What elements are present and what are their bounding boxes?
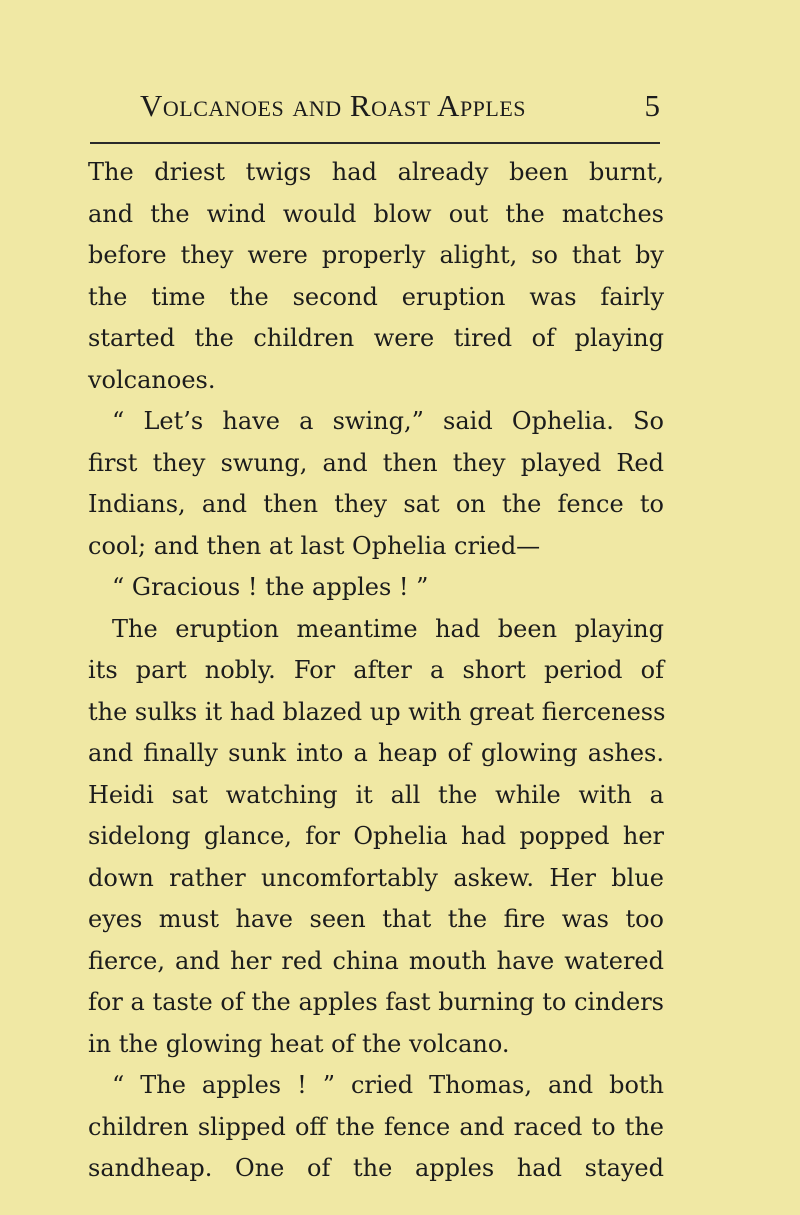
text-line: in the glowing heat of the volcano. (88, 1029, 510, 1058)
text-line: cool; and then at last Ophelia cried— (88, 531, 541, 560)
text-line: volcanoes. (88, 365, 216, 394)
text-line: “ Gracious ! the apples ! ” (112, 573, 429, 601)
text-line: sidelong glance, for Ophelia had popped her (88, 822, 664, 850)
text-line: the time the second eruption was fairly (88, 282, 664, 311)
text-line: and finally sunk into a heap of glowing ashes. (88, 739, 664, 767)
body-text (88, 152, 664, 1190)
text-line: fierce, and her red china mouth have watered (88, 946, 664, 975)
text-line: Heidi sat watching it all the while with a (88, 780, 664, 809)
text-line: and the wind would blow out the matches (88, 199, 664, 228)
text-line: the sulks it had blazed up with great fierceness (88, 697, 666, 726)
text-line: Indians, and then they sat on the fence to (88, 490, 664, 518)
text-line: before they were properly alight, so that by (88, 241, 664, 269)
text-line: “ The apples ! ” cried Thomas, and both (112, 1071, 664, 1099)
text-line: children slipped off the fence and raced to the (88, 1112, 664, 1141)
text-line: down rather uncomfortably askew. Her blue (88, 863, 664, 892)
running-title: Volcanoes and Roast Apples (140, 88, 527, 123)
text-line: “ Let’s have a swing,” said Ophelia. So (112, 407, 664, 435)
header-rule (90, 142, 660, 144)
text-line: The driest twigs had already been burnt, (88, 158, 664, 186)
page-number: 5 (644, 88, 660, 123)
text-line: first they swung, and then they played Red (88, 448, 664, 477)
text-line: sandheap. One of the apples had stayed (88, 1154, 664, 1182)
text-line: for a taste of the apples fast burning to cinders (88, 988, 664, 1016)
text-line: The eruption meantime had been playing (112, 614, 664, 643)
text-line: its part nobly. For after a short period of (88, 656, 664, 684)
text-line: started the children were tired of playing (88, 324, 664, 352)
running-head (140, 88, 660, 128)
text-line: eyes must have seen that the fire was too (88, 905, 664, 933)
